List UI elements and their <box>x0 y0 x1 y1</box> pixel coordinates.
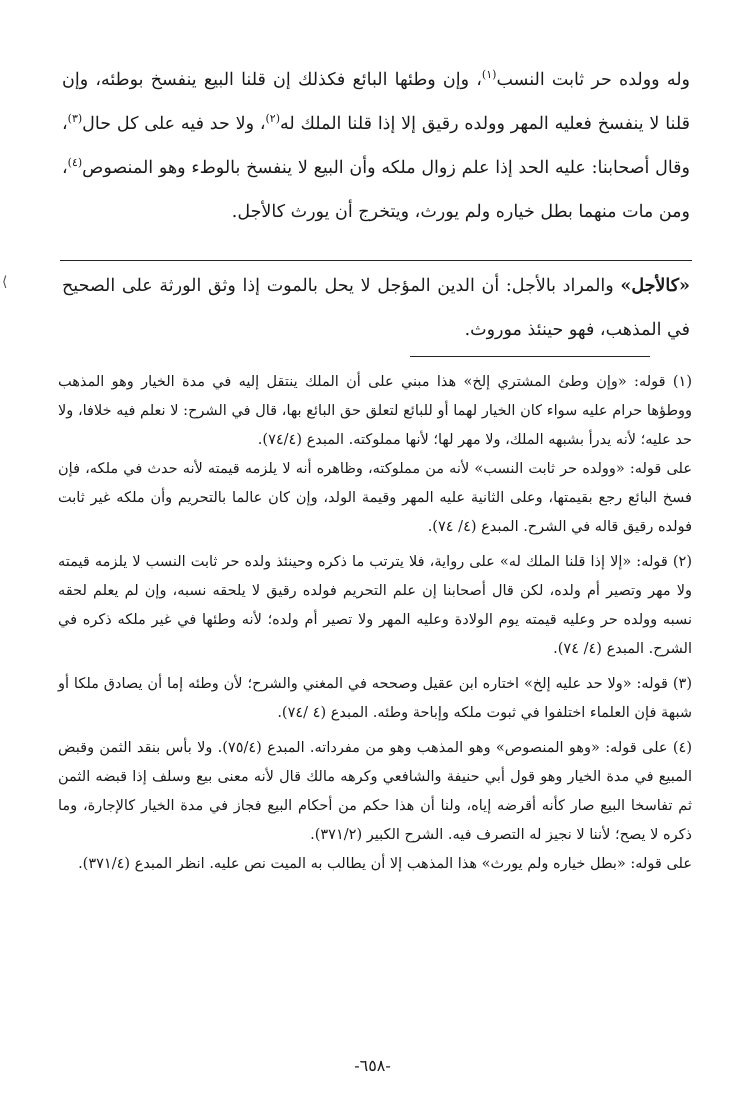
commentary-block <box>62 264 690 352</box>
footnote-3: (٣) قوله: «ولا حد عليه إلخ» اختاره ابن عقيل وصححه في المغني والشرح؛ لأن وطئه إما أن يصادق ملكا أو شبهة فإن العلماء اختلفوا في ثبوت ملكه وإباحة وطئه. المبدع (٤ /٧٤). <box>58 676 692 721</box>
main-text-segment: ، وإن وطئها البائع فكذلك إن قلنا البيع ينفسخ بوطئه، وإن قلنا لا ينفسخ فعليه المهر وولده رقيق إلا إذا قلنا الملك له <box>62 70 690 134</box>
main-text-segment: وله وولده حر ثابت النسب <box>496 70 690 90</box>
main-paragraph <box>62 58 690 234</box>
text-underline-rule <box>60 260 692 261</box>
footnotes <box>58 368 692 879</box>
footnote-ref-4[interactable]: (٤) <box>67 156 83 170</box>
commentary-term: «كالأجل» <box>620 276 690 296</box>
page-number: -٦٥٨- <box>354 1056 391 1075</box>
footnote-2: (٢) قوله: «إلا إذا قلنا الملك له» على رواية، فلا يترتب ما ذكره وحينئذ ولده حر ثابت النسب لا يلزمه قيمته ولا مهر وتصير أم ولده، لكن قال أصحابنا إن علم التحريم فولده رقيق لا يلحقه نسبه، وإن لم يعلم لحقه نسبه وولده حر وعليه قيمته يوم الولادة وعليه المهر ولا تصير أم ولده؛ لأنه وطئها في غير ملكه ذكره في الشرح. المبدع (٤/ ٧٤). <box>58 554 692 657</box>
footnote-1-continued: على قوله: «وولده حر ثابت النسب» لأنه من مملوكته، وظاهره أنه لا يلزمه قيمته لأنه حدث في ملكه، فإن فسخ البائع رجع بقيمتها، وعلى الثانية عليه المهر وقيمة الولد، وإن كان عالما بالتحريم وأن ملكه غير ثابت فولده رقيق قاله في الشرح. المبدع (٤/ ٧٤). <box>58 461 692 535</box>
main-text-segment: ، ولا حد فيه على كل حال <box>82 114 266 134</box>
footnote-ref-1[interactable]: (١) <box>481 68 497 82</box>
commentary-text: والمراد بالأجل: أن الدين المؤجل لا يحل بالموت إذا وثق الورثة على الصحيح في المذهب، فهو حينئذ موروث. <box>62 276 690 340</box>
footnote-separator <box>410 356 650 357</box>
main-text <box>62 58 690 234</box>
footnote-4: (٤) على قوله: «وهو المنصوص» وهو المذهب وهو من مفرداته. المبدع (٧٥/٤). ولا بأس بنقد الثمن وقبض المبيع في مدة الخيار وهو قول أبي حنيفة والشافعي وكرهه مالك قال لأنه معنى بيع وسلف إذا قبضه الثمن ثم تفاسخا البيع صار كأنه أقرضه إياه، ولنا أن هذا حكم من أحكام البيع فجاز في مدة الخيار كالإجارة، وما ذكره لا يصح؛ لأننا لا نجيز له التصرف فيه. الشرح الكبير (٣٧١/٢). <box>58 740 692 843</box>
footnote-4-continued: على قوله: «بطل خياره ولم يورث» هذا المذهب إلا أن يطالب به الميت نص عليه. انظر المبدع (٣٧١/٤). <box>78 856 692 872</box>
margin-mark: ⟨ <box>2 274 8 290</box>
footnote-1: (١) قوله: «وإن وطئ المشتري إلخ» هذا مبني على أن الملك ينتقل إليه في مدة الخيار وهو المذهب ووطؤها حرام عليه سواء كان الخيار لهما أو للبائع لتعلق حق البائع بها، قال في الشرح: لا نعلم فيه خلافا، ولا حد عليه؛ لأنه يدرأ بشبهه الملك، ولا مهر لها؛ لأنها مملوكته. المبدع (٧٤/٤). <box>58 374 692 448</box>
footnote-ref-2[interactable]: (٢) <box>265 112 281 126</box>
main-text-segment: ، ومن مات منهما بطل خياره ولم يورث، ويتخرج أن يورث كالأجل. <box>62 158 690 222</box>
commentary-paragraph <box>62 264 690 352</box>
footnote-ref-3[interactable]: (٣) <box>67 112 83 126</box>
main-text-segment: ، وقال أصحابنا: عليه الحد إذا علم زوال ملكه وأن البيع لا ينفسخ بالوطء وهو المنصوص <box>62 114 690 178</box>
